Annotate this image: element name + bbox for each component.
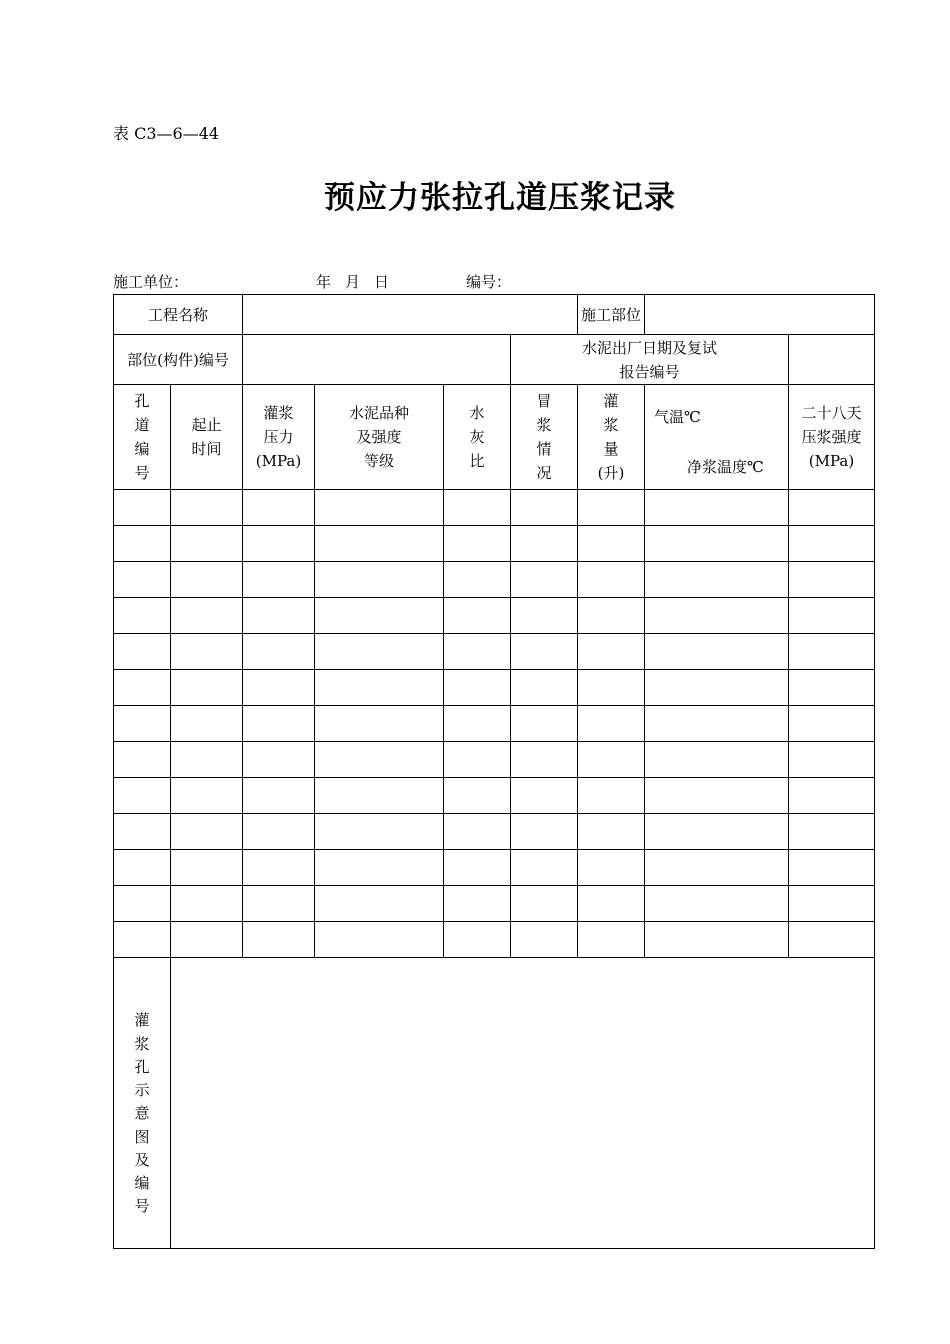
table-row bbox=[114, 814, 875, 850]
table-row bbox=[114, 742, 875, 778]
page-title: 预应力张拉孔道压浆记录 bbox=[324, 180, 676, 216]
table-row bbox=[114, 778, 875, 814]
cement-date-label-line1: 水泥出厂日期及复试 bbox=[582, 338, 718, 357]
project-name-label: 工程名称 bbox=[114, 295, 243, 335]
col-temperature bbox=[645, 385, 789, 490]
slurry-temperature-label: 净浆温度℃ bbox=[687, 458, 764, 476]
grouting-record-table bbox=[113, 294, 875, 1249]
construction-unit-label: 施工单位： bbox=[113, 273, 189, 291]
col-hole-number: 孔 道 编 号 bbox=[114, 385, 171, 490]
table-row bbox=[114, 562, 875, 598]
col-grouting-pressure: 灌浆 压力 (MPa) bbox=[243, 385, 315, 490]
col-overflow-status: 冒 浆 情 况 bbox=[511, 385, 578, 490]
col-grouting-volume: 灌 浆 量 (升) bbox=[578, 385, 645, 490]
day-label: 日 bbox=[374, 273, 390, 291]
air-temperature-label: 气温℃ bbox=[654, 408, 701, 426]
month-label: 月 bbox=[345, 273, 361, 291]
construction-part-field[interactable] bbox=[645, 295, 875, 335]
table-row bbox=[114, 670, 875, 706]
col-start-end-time: 起止 时间 bbox=[171, 385, 243, 490]
col-28day-strength: 二十八天 压浆强度 (MPa) bbox=[789, 385, 875, 490]
cement-date-label-line2: 报告编号 bbox=[619, 362, 680, 381]
member-number-field[interactable] bbox=[243, 335, 511, 385]
table-row bbox=[114, 598, 875, 634]
table-row bbox=[114, 850, 875, 886]
col-cement-type-grade: 水泥品种 及强度 等级 bbox=[315, 385, 444, 490]
form-code: 表 C3—6—44 bbox=[113, 124, 220, 143]
sketch-label: 灌 浆 孔 示 意 图 及 编 号 bbox=[114, 958, 171, 1249]
col-water-cement-ratio: 水 灰 比 bbox=[444, 385, 511, 490]
table-row bbox=[114, 922, 875, 958]
date-field bbox=[316, 271, 403, 292]
table-row bbox=[114, 706, 875, 742]
construction-part-label: 施工部位 bbox=[578, 295, 645, 335]
number-label: 编号： bbox=[466, 273, 512, 291]
cement-date-label bbox=[511, 335, 789, 385]
project-name-field[interactable] bbox=[243, 295, 578, 335]
cement-date-field[interactable] bbox=[789, 335, 875, 385]
table-row bbox=[114, 634, 875, 670]
sketch-area[interactable] bbox=[171, 958, 875, 1249]
member-number-label: 部位(构件)编号 bbox=[114, 335, 243, 385]
table-row bbox=[114, 490, 875, 526]
table-row bbox=[114, 886, 875, 922]
year-label: 年 bbox=[316, 273, 332, 291]
table-row bbox=[114, 526, 875, 562]
